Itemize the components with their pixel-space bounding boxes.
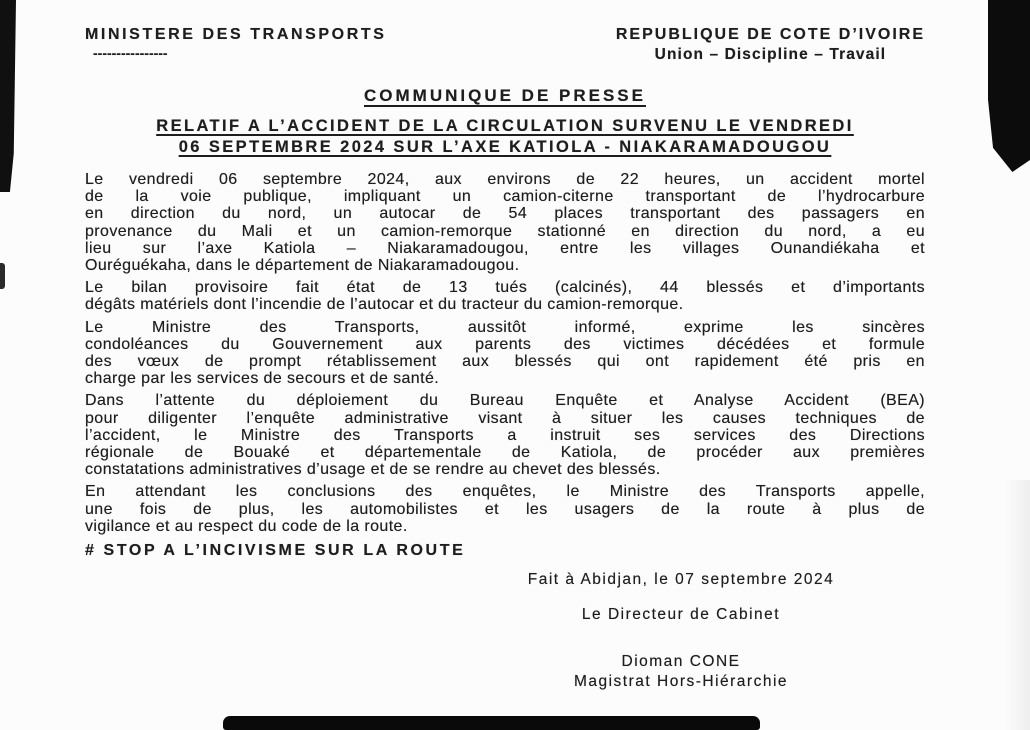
scan-artifact-left-edge <box>0 0 16 192</box>
paragraph-line: lieu sur l’axe Katiola – Niakaramadougou, entre les villages Ounandiékaha et <box>85 239 925 257</box>
paragraph <box>85 171 925 274</box>
subtitle-line-2: 06 SEPTEMBRE 2024 SUR L’AXE KATIOLA - NIAKARAMADOUGOU <box>178 138 832 156</box>
paragraph-line: provenance du Mali et un camion-remorque stationné en direction du nord, a eu <box>85 222 925 240</box>
paragraph-line: Le bilan provisoire fait état de 13 tués (calcinés), 44 blessés et d’importants <box>85 279 925 297</box>
signatory-title: Le Directeur de Cabinet <box>581 606 781 623</box>
paragraph-line: vigilance et au respect du code de la route. <box>85 517 408 535</box>
paragraph-line: une fois de plus, les automobilistes et les usagers de la route à plus de <box>85 500 925 518</box>
paragraph-line: Le Ministre des Transports, aussitôt informé, exprime les sincères <box>85 318 925 336</box>
paragraph-line: Le vendredi 06 septembre 2024, aux environs de 22 heures, un accident mortel <box>85 171 925 188</box>
document-subtitle <box>60 116 950 158</box>
scan-artifact-left-notch <box>0 263 5 289</box>
paragraph-line: des vœux de prompt rétablissement aux blessés qui ont rapidement été pris en <box>85 353 925 371</box>
subtitle-line-1: RELATIF A L’ACCIDENT DE LA CIRCULATION SURVENU LE VENDREDI <box>156 117 854 135</box>
hashtag-slogan: # STOP A L’INCIVISME SUR LA ROUTE <box>85 542 466 559</box>
paragraph-line: en direction du nord, un autocar de 54 places transportant des passagers en <box>85 205 925 223</box>
paragraph-line: dégâts matériels dont l’incendie de l’autocar et du tracteur du camion-remorque. <box>85 296 684 314</box>
signatory-rank: Magistrat Hors-Hiérarchie <box>573 673 789 690</box>
signatory-name: Dioman CONE <box>621 653 741 670</box>
document-title: COMMUNIQUE DE PRESSE <box>364 86 646 105</box>
paragraph-line: condoléances du Gouvernement aux parents des victimes décédées et formule <box>85 335 925 353</box>
scan-artifact-right-smudge <box>1004 480 1030 730</box>
paragraph <box>85 279 925 313</box>
place-date: Fait à Abidjan, le 07 septembre 2024 <box>527 571 835 588</box>
scan-artifact-bottom-bar <box>223 716 760 730</box>
republic-title: REPUBLIQUE DE COTE D’IVOIRE <box>615 26 925 43</box>
republic-block <box>616 26 925 64</box>
ministry-title: MINISTERE DES TRANSPORTS <box>85 26 387 43</box>
paragraph-line: de la voie publique, impliquant un camion-citerne transportant de l’hydrocarbure <box>85 188 925 206</box>
paragraph-line: Dans l’attente du déploiement du Bureau Enquête et Analyse Accident (BEA) <box>85 392 925 410</box>
document-letterhead <box>85 26 925 64</box>
paragraph-line: Ouréguékaha, dans le département de Niakaramadougou. <box>85 257 520 275</box>
paragraph <box>85 392 925 478</box>
scan-artifact-right-edge <box>988 0 1030 172</box>
document-body <box>85 171 925 540</box>
paragraph-line: l’accident, le Ministre des Transports a instruit ses services des Directions <box>85 426 925 444</box>
paragraph-line: constatations administratives d’usage et de se rendre au chevet des blessés. <box>85 461 661 479</box>
separator-dashes: ---------------- <box>93 45 168 61</box>
national-motto: Union – Discipline – Travail <box>654 46 887 63</box>
ministry-block <box>85 26 387 61</box>
paragraph-line: En attendant les conclusions des enquêtes, le Ministre des Transports appelle, <box>85 483 925 501</box>
paragraph-line: pour diligenter l’enquête administrative visant à situer les causes techniques de <box>85 409 925 427</box>
paragraph <box>85 483 925 535</box>
closing-block <box>485 571 877 691</box>
paragraph-line: régionale de Bouaké et départementale de Katiola, de procéder aux premières <box>85 444 925 462</box>
paragraph <box>85 319 925 388</box>
paragraph-line: charge par les services de secours et de santé. <box>85 370 440 388</box>
